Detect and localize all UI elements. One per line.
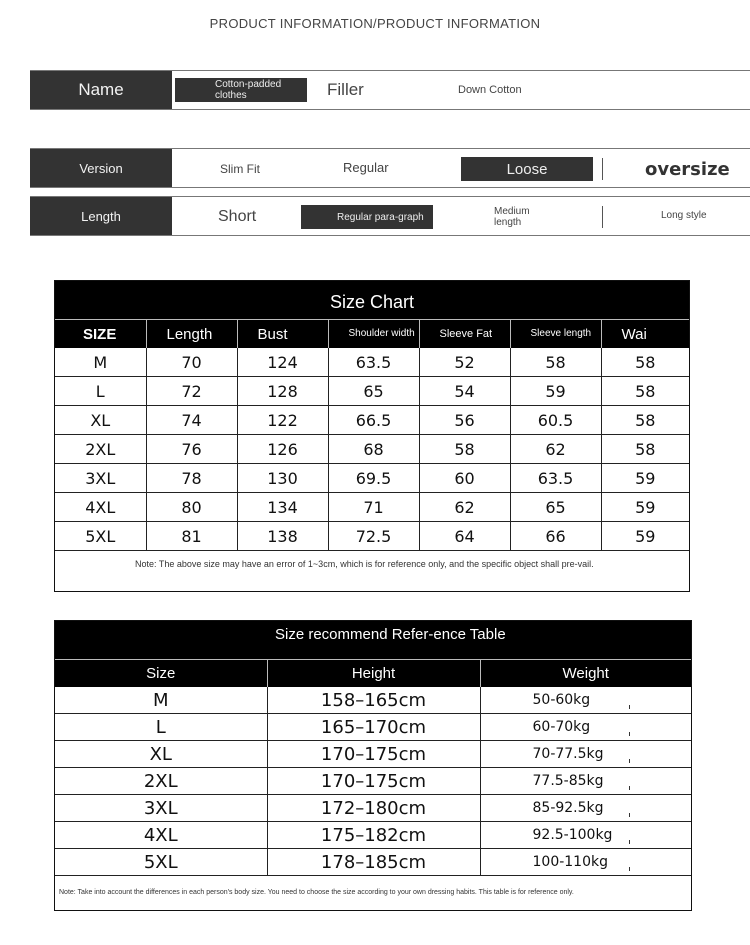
cell	[480, 849, 691, 876]
recommend-table-title: Size recommend Refer-ence Table	[55, 621, 691, 659]
table-row	[55, 522, 689, 551]
cell: 170–175cm	[267, 741, 480, 768]
cell: 172–180cm	[267, 795, 480, 822]
weight-value: 77.5-85kg	[532, 773, 604, 789]
tick-mark	[629, 732, 630, 736]
cell	[480, 687, 691, 714]
divider	[602, 206, 603, 228]
weight-value: 85-92.5kg	[532, 800, 604, 816]
cell: 78	[146, 464, 237, 493]
page-title: PRODUCT INFORMATION/PRODUCT INFORMATION	[209, 16, 541, 31]
table-row	[55, 348, 689, 377]
size-chart-title: Size Chart	[55, 281, 689, 319]
cell: 2XL	[55, 768, 267, 795]
cell: 178–185cm	[267, 849, 480, 876]
tick-mark	[629, 840, 630, 844]
size-chart-note: Note: The above size may have an error of 1~3cm, which is for reference only, and the specific object shall pre-vail.	[135, 559, 594, 569]
cell: L	[55, 377, 146, 406]
cell: 134	[237, 493, 328, 522]
table-row	[55, 849, 691, 876]
cell	[480, 795, 691, 822]
cell: 68	[328, 435, 419, 464]
weight-value: 100-110kg	[532, 854, 608, 870]
cell: 58	[510, 348, 601, 377]
cell: 54	[419, 377, 510, 406]
cell: 3XL	[55, 464, 146, 493]
header-sleeve-length: Sleeve length	[510, 320, 601, 349]
header-length: Length	[146, 320, 237, 349]
cell: 128	[237, 377, 328, 406]
cell: L	[55, 714, 267, 741]
table-row	[55, 795, 691, 822]
cell: 66	[510, 522, 601, 551]
header-waist: Wai	[601, 320, 689, 349]
cell	[480, 741, 691, 768]
size-chart-table	[55, 319, 689, 551]
cell: 165–170cm	[267, 714, 480, 741]
cell: 65	[328, 377, 419, 406]
cell	[480, 768, 691, 795]
cell: 2XL	[55, 435, 146, 464]
cell: 72	[146, 377, 237, 406]
table-row	[55, 714, 691, 741]
cell: 60.5	[510, 406, 601, 435]
length-label: Length	[30, 197, 172, 235]
tick-mark	[629, 759, 630, 763]
tick-mark	[629, 813, 630, 817]
weight-value: 92.5-100kg	[532, 827, 613, 843]
header-height: Height	[267, 660, 480, 688]
length-option-regular[interactable]: Regular para-graph	[301, 205, 433, 229]
table-row	[55, 464, 689, 493]
cell: 62	[510, 435, 601, 464]
recommend-table	[54, 620, 692, 911]
tick-mark	[629, 786, 630, 790]
cell: 58	[601, 377, 689, 406]
cell: 5XL	[55, 522, 146, 551]
name-label: Name	[30, 71, 172, 109]
cell: M	[55, 348, 146, 377]
cell: 62	[419, 493, 510, 522]
cell: 138	[237, 522, 328, 551]
filler-value: Down Cotton	[458, 84, 522, 96]
table-row	[55, 377, 689, 406]
weight-value: 50-60kg	[532, 692, 591, 708]
header-weight: Weight	[480, 660, 691, 688]
cell: 59	[601, 493, 689, 522]
cell: 3XL	[55, 795, 267, 822]
table-row	[55, 822, 691, 849]
cell: 52	[419, 348, 510, 377]
cell: 122	[237, 406, 328, 435]
cell: 72.5	[328, 522, 419, 551]
weight-value: 70-77.5kg	[532, 746, 604, 762]
cell: M	[55, 687, 267, 714]
cell: 81	[146, 522, 237, 551]
cell: 63.5	[328, 348, 419, 377]
cell: 60	[419, 464, 510, 493]
length-option-long[interactable]: Long style	[661, 210, 707, 221]
header-sleeve-fat: Sleeve Fat	[419, 320, 510, 349]
cell: 175–182cm	[267, 822, 480, 849]
tick-mark	[629, 705, 630, 709]
length-option-short[interactable]: Short	[218, 208, 257, 225]
cell: 58	[419, 435, 510, 464]
cell: 130	[237, 464, 328, 493]
size-chart-header-row	[55, 320, 689, 349]
cell: 66.5	[328, 406, 419, 435]
filler-label: Filler	[327, 80, 364, 99]
cell: 64	[419, 522, 510, 551]
cell: 124	[237, 348, 328, 377]
recommend-header-row	[55, 660, 691, 688]
cell: 70	[146, 348, 237, 377]
tick-mark	[629, 867, 630, 871]
table-row	[55, 493, 689, 522]
cell: 69.5	[328, 464, 419, 493]
table-row	[55, 435, 689, 464]
cell: 58	[601, 348, 689, 377]
version-option-slim-fit[interactable]: Slim Fit	[220, 162, 260, 176]
name-row	[30, 70, 750, 110]
cell: 5XL	[55, 849, 267, 876]
cell: 58	[601, 435, 689, 464]
cell: 59	[601, 464, 689, 493]
table-row	[55, 741, 691, 768]
recommend-table-note: Note: Take into account the differences in each person's body size. You need to choose the size according to your own dressing habits. This table is for reference only.	[59, 889, 574, 896]
cell	[480, 822, 691, 849]
header-bust: Bust	[237, 320, 328, 349]
recommend-table-grid	[55, 659, 691, 876]
header-size: Size	[55, 660, 267, 688]
length-row	[30, 196, 750, 236]
cell: 71	[328, 493, 419, 522]
cell: 4XL	[55, 822, 267, 849]
cell: 158–165cm	[267, 687, 480, 714]
cell: 59	[510, 377, 601, 406]
version-option-oversize[interactable]: oversize	[645, 159, 730, 180]
cell: 63.5	[510, 464, 601, 493]
table-row	[55, 406, 689, 435]
cell: 74	[146, 406, 237, 435]
version-label: Version	[30, 149, 172, 187]
cell: 80	[146, 493, 237, 522]
header-size: SIZE	[55, 320, 146, 349]
version-option-regular[interactable]: Regular	[343, 160, 389, 175]
cell	[480, 714, 691, 741]
table-row	[55, 768, 691, 795]
cell: 59	[601, 522, 689, 551]
size-chart	[54, 280, 690, 592]
name-option-selected[interactable]: Cotton-padded clothes	[175, 78, 307, 102]
cell: 76	[146, 435, 237, 464]
version-option-loose[interactable]: Loose	[461, 157, 593, 181]
cell: 4XL	[55, 493, 146, 522]
cell: XL	[55, 741, 267, 768]
cell: XL	[55, 406, 146, 435]
cell: 126	[237, 435, 328, 464]
divider	[602, 158, 603, 180]
cell: 58	[601, 406, 689, 435]
cell: 56	[419, 406, 510, 435]
header-shoulder-width: Shoulder width	[328, 320, 419, 349]
cell: 170–175cm	[267, 768, 480, 795]
length-option-medium[interactable]: Medium length	[494, 206, 530, 228]
version-row	[30, 148, 750, 188]
table-row	[55, 687, 691, 714]
cell: 65	[510, 493, 601, 522]
weight-value: 60-70kg	[532, 719, 591, 735]
